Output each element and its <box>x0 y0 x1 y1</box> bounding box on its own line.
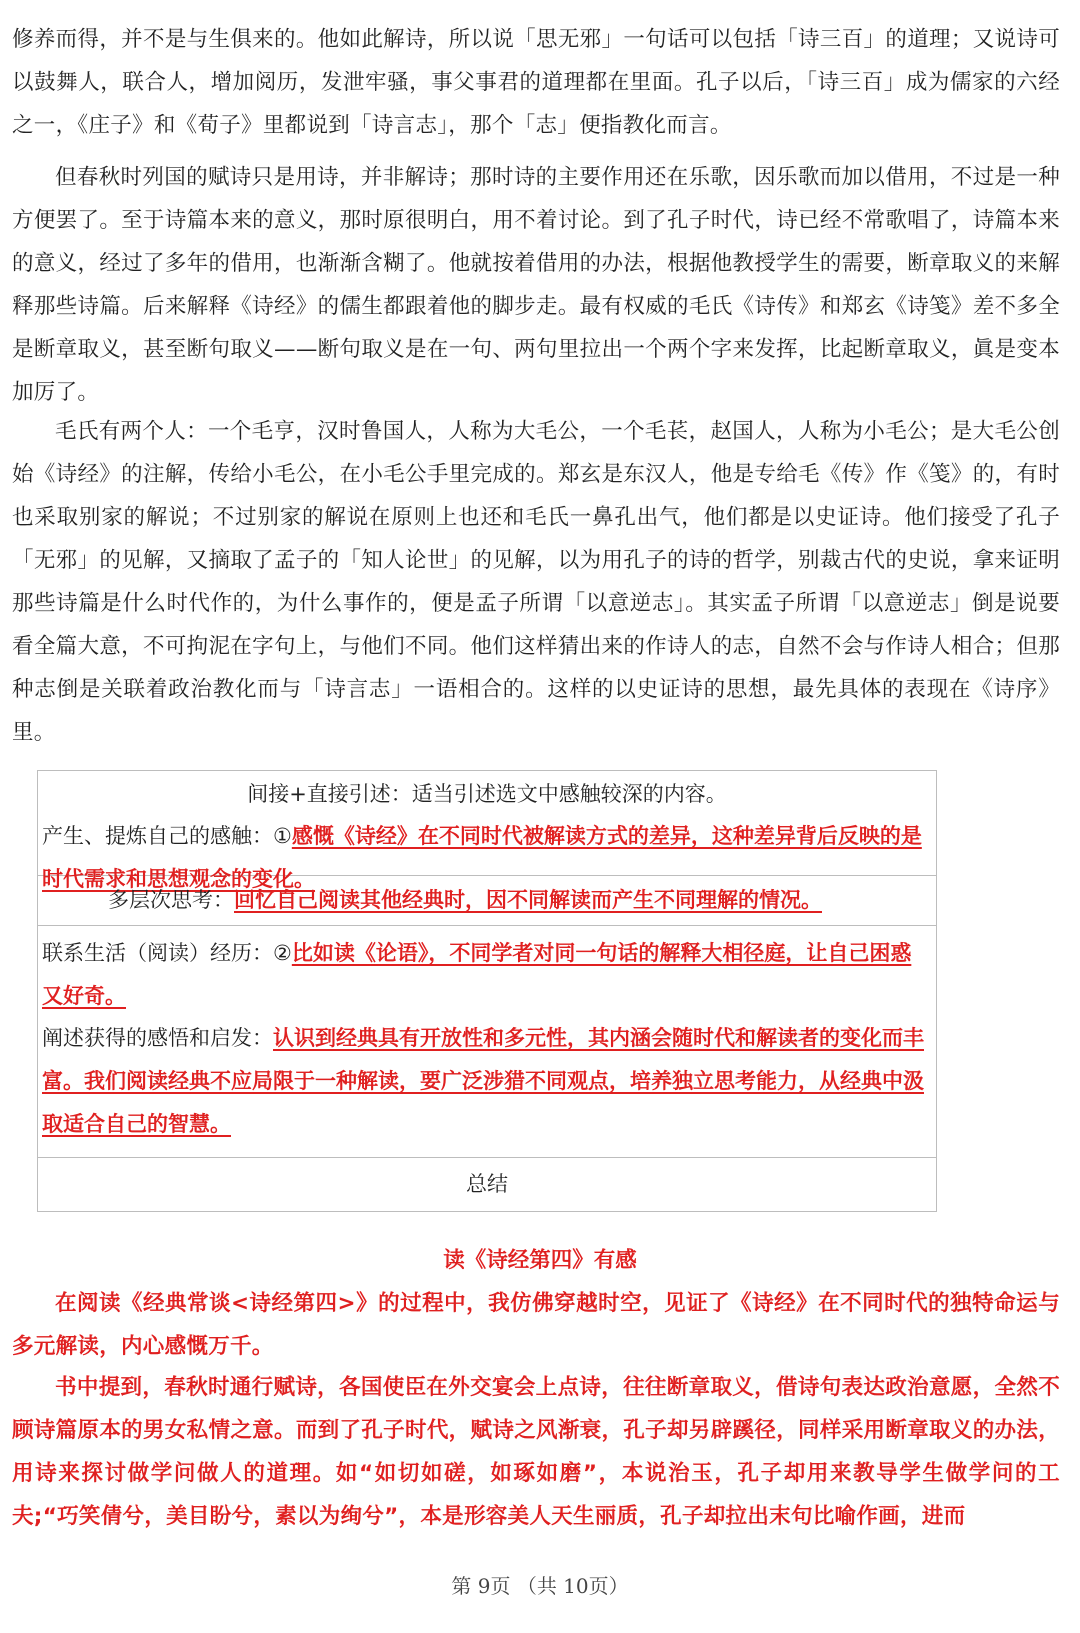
row-answer: 回忆自己阅读其他经典时，因不同解读而产生不同理解的情况。 <box>234 888 822 912</box>
page-number: 第 9页 （共 10页） <box>451 1574 629 1598</box>
paragraph-2: 但春秋时列国的赋诗只是用诗，并非解诗；那时诗的主要作用还在乐歌，因乐歌而加以借用，不过是一种方便罢了。至于诗篇本来的意义，那时原很明白，用不着讨论。到了孔子时代，诗已经不常歌唱了，诗篇本来的意义，经过了多年的借用，也渐渐含糊了。他就按着借用的办法，根据他教授学生的需要，断章取义的来解释那些诗篇。后来解释《诗经》的儒生都跟着他的脚步走。最有权威的毛氏《诗传》和郑玄《诗笺》差不多全是断章取义，甚至断句取义——断句取义是在一句、两句里拉出一个两个字来发挥，比起断章取义，眞是变本加厉了。 <box>12 165 1060 405</box>
essay-paragraph-2: 书中提到，春秋时通行赋诗，各国使臣在外交宴会上点诗，往往断章取义，借诗句表达政治意愿，全然不顾诗篇原本的男女私情之意。而到了孔子时代，赋诗之风渐衰，孔子却另辟蹊径，同样采用断章取义的办法，用诗来探讨做学问做人的道理。如“如切如磋，如琢如磨”，本说治玉，孔子却用来教导学生做学问的工夫;“巧笑倩兮，美目盼兮，素以为绚兮”，本是形容美人天生丽质，孔子却拉出末句比喻作画，进而 <box>12 1375 1060 1529</box>
essay-title: 读《诗经第四》有感 <box>443 1248 637 1273</box>
paragraph-1: 修养而得，并不是与生俱来的。他如此解诗，所以说「思无邪」一句话可以包括「诗三百」的道理；又说诗可以鼓舞人，联合人，增加阅历，发泄牢骚，事父事君的道理都在里面。孔子以后，「诗三百」成为儒家的六经之一，《庄子》和《荀子》里都说到「诗言志」，那个「志」便指教化而言。 <box>12 27 1060 138</box>
table-row <box>38 926 936 1158</box>
table-row <box>38 876 936 926</box>
table-header-text: 间接+直接引述：适当引述选文中感触较深的内容。 <box>247 782 727 806</box>
paragraph-3: 毛氏有两个人：一个毛亨，汉时鲁国人，人称为大毛公，一个毛苌，赵国人，人称为小毛公；是大毛公创始《诗经》的注解，传给小毛公，在小毛公手里完成的。郑玄是东汉人，他是专给毛《传》作《笺》的，有时也采取别家的解说；不过别家的解说在原则上也还和毛氏一鼻孔出气，他们都是以史证诗。他们接受了孔子「无邪」的见解，又摘取了孟子的「知人论世」的见解，以为用孔子的诗的哲学，别裁古代的史说，拿来证明那些诗篇是什么时代作的，为什么事作的，便是孟子所谓「以意逆志」。其实孟子所谓「以意逆志」倒是说要看全篇大意，不可拘泥在字句上，与他们不同。他们这样猜出来的作诗人的志，自然不会与作诗人相合；但那种志倒是关联着政治教化而与「诗言志」一语相合的。这样的以史证诗的思想，最先具体的表现在《诗序》里。 <box>12 419 1060 745</box>
row-answer: 比如读《论语》，不同学者对同一句话的解释大相径庭，让自己困惑又好奇。 <box>42 941 912 1008</box>
row-answer: 认识到经典具有开放性和多元性，其内涵会随时代和解读者的变化而丰富。我们阅读经典不应局限于一种解读，要广泛涉猎不同观点，培养独立思考能力，从经典中汲取适合自己的智慧。 <box>42 1026 924 1136</box>
table-row-3-text <box>42 932 932 1018</box>
row-answer: 感慨《诗经》在不同时代被解读方式的差异，这种差异背后反映的是时代需求和思想观念的变化。 <box>42 824 922 891</box>
row-label: 联系生活（阅读）经历：② <box>42 941 292 965</box>
table-row <box>38 1158 936 1211</box>
row-label: 产生、提炼自己的感触：① <box>42 824 292 848</box>
table-row-2-text <box>108 879 932 922</box>
essay-paragraph-1: 在阅读《经典常谈<诗经第四>》的过程中，我仿佛穿越时空，见证了《诗经》在不同时代的独特命运与多元解读，内心感慨万千。 <box>12 1291 1060 1359</box>
table-row-4-text <box>42 1017 932 1146</box>
reading-notes-table <box>37 770 937 1212</box>
row-label: 阐述获得的感悟和启发： <box>42 1026 273 1050</box>
table-summary-label: 总结 <box>466 1172 508 1196</box>
table-row <box>38 771 936 891</box>
row-label: 多层次思考： <box>108 888 234 912</box>
